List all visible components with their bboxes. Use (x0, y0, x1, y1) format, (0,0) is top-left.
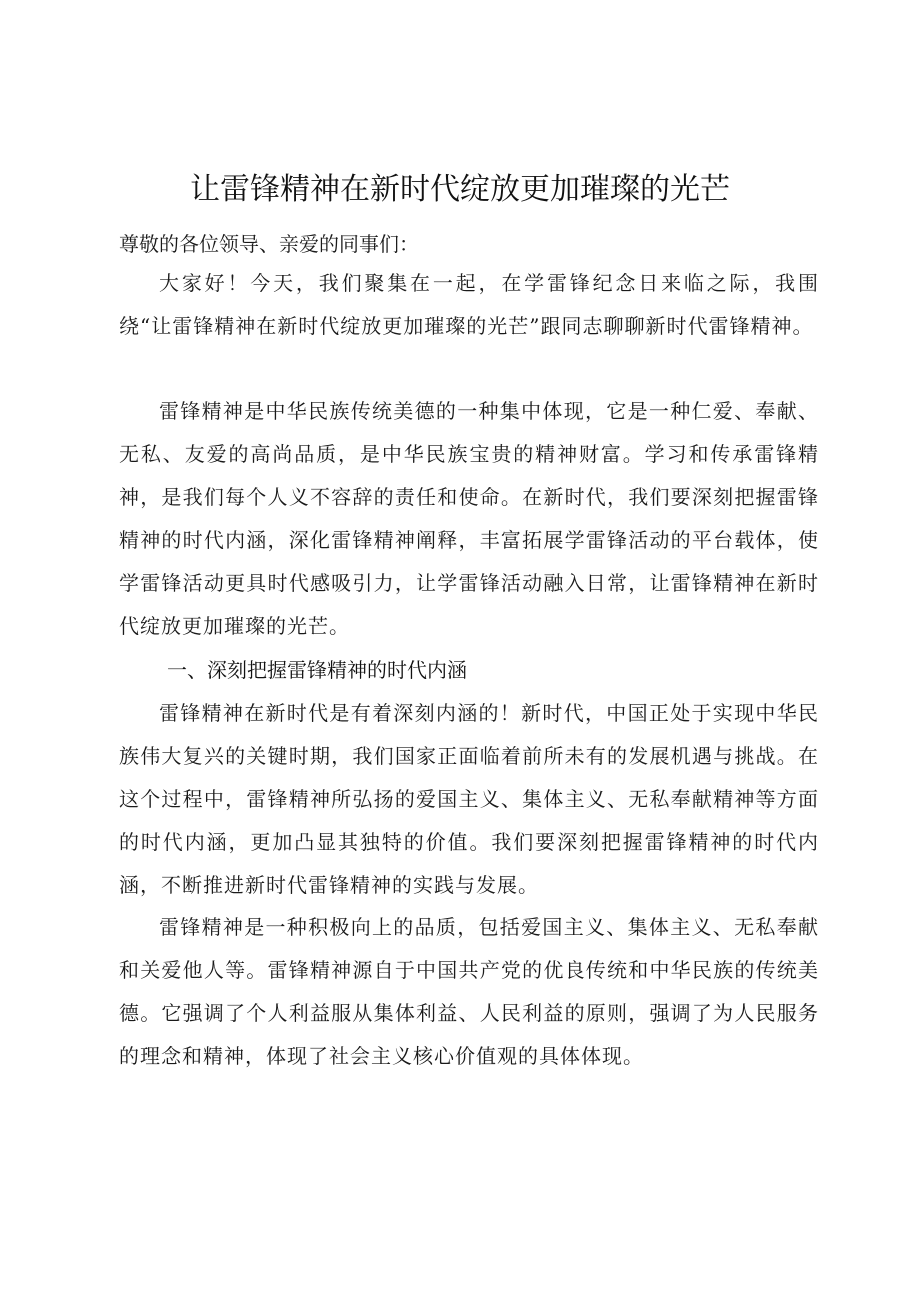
paragraph-intro: 大家好！今天，我们聚集在一起，在学雷锋纪念日来临之际，我围绕“让雷锋精神在新时代绽放更加璀璨的光芒”跟同志聊聊新时代雷锋精神。 (119, 271, 819, 338)
salutation: 尊敬的各位领导、亲爱的同事们： (119, 232, 419, 256)
section-heading-1: 一、深刻把握雷锋精神的时代内涵 (167, 658, 467, 682)
section-1-paragraph-1: 雷锋精神在新时代是有着深刻内涵的！新时代，中国正处于实现中华民族伟大复兴的关键时期，我们国家正面临着前所未有的发展机遇与挑战。在这个过程中，雷锋精神所弘扬的爱国主义、集体主义、无私奉献精神等方面的时代内涵，更加凸显其独特的价值。我们要深刻把握雷锋精神的时代内涵，不断推进新时代雷锋精神的实践与发展。 (119, 701, 819, 897)
section-1-paragraph-2: 雷锋精神是一种积极向上的品质，包括爱国主义、集体主义、无私奉献和关爱他人等。雷锋精神源自于中国共产党的优良传统和中华民族的传统美德。它强调了个人利益服从集体利益、人民利益的原则，强调了为人民服务的理念和精神，体现了社会主义核心价值观的具体体现。 (119, 915, 819, 1068)
paragraph-overview: 雷锋精神是中华民族传统美德的一种集中体现，它是一种仁爱、奉献、无私、友爱的高尚品质，是中华民族宝贵的精神财富。学习和传承雷锋精神，是我们每个人义不容辞的责任和使命。在新时代，我们要深刻把握雷锋精神的时代内涵，深化雷锋精神阐释，丰富拓展学雷锋活动的平台载体，使学雷锋活动更具时代感吸引力，让学雷锋活动融入日常，让雷锋精神在新时代绽放更加璀璨的光芒。 (119, 399, 819, 638)
document-title: 让雷锋精神在新时代绽放更加璀璨的光芒 (190, 172, 730, 207)
